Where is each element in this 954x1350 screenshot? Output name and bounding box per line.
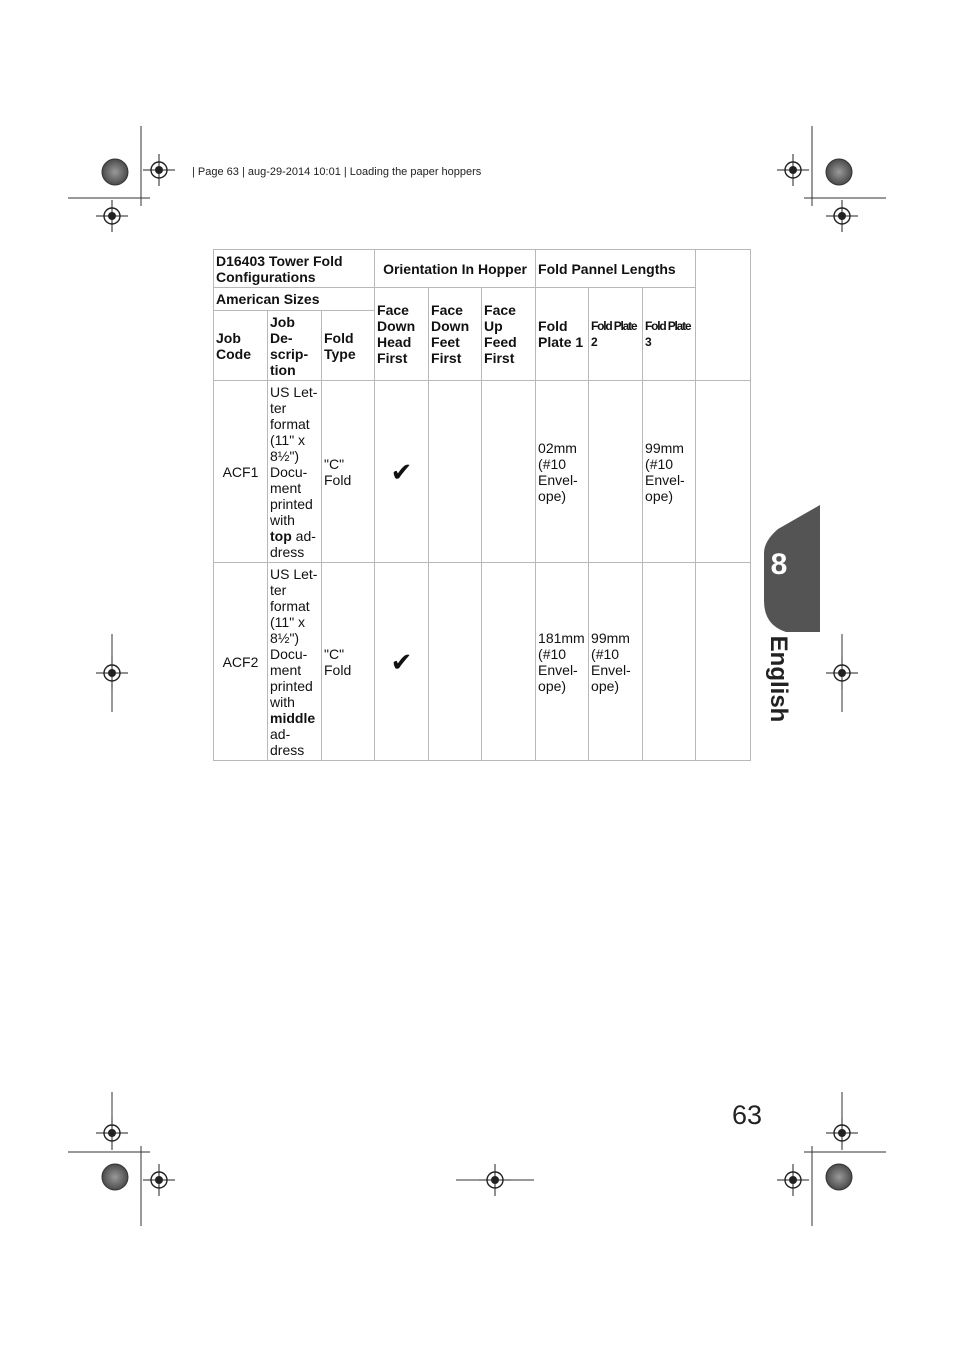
page-number: 63 bbox=[732, 1100, 763, 1130]
checkmark-icon: ✔ bbox=[390, 646, 413, 677]
fold-lengths-group-header: Fold Pannel Lengths bbox=[536, 250, 696, 288]
empty-header-cell bbox=[696, 250, 751, 381]
job-description-cell bbox=[268, 381, 322, 563]
face-up-feed-first-cell bbox=[482, 563, 536, 761]
running-header: | Page 63 | aug-29-2014 10:01 | Loading the paper hoppers bbox=[192, 166, 482, 178]
chapter-number: 8 bbox=[770, 548, 788, 581]
fold-plate-2-cell: 99mm (#10 Envel-ope) bbox=[589, 563, 643, 761]
fold-plate-1-header: Fold Plate 1 bbox=[536, 288, 589, 381]
job-code-cell: ACF2 bbox=[214, 563, 268, 761]
orientation-group-header: Orientation In Hopper bbox=[375, 250, 536, 288]
table-title: D16403 Tower Fold Configurations bbox=[214, 250, 375, 288]
face-down-feet-first-header: Face Down Feet First bbox=[429, 288, 482, 381]
fold-plate-1-cell: 02mm (#10 Envel-ope) bbox=[536, 381, 589, 563]
empty-cell bbox=[696, 381, 751, 563]
face-down-feet-first-cell bbox=[429, 563, 482, 761]
face-down-head-first-header: Face Down Head First bbox=[375, 288, 429, 381]
job-description-header: Job De-scrip-tion bbox=[268, 311, 322, 381]
job-code-cell: ACF1 bbox=[214, 381, 268, 563]
description-text: US Let-ter format (11" x 8½") Docu-ment printed with bbox=[270, 383, 318, 528]
fold-type-cell: "C" Fold bbox=[322, 563, 375, 761]
description-text: US Let-ter format (11" x 8½") Docu-ment printed with bbox=[270, 565, 318, 710]
description-emphasis: top bbox=[270, 527, 292, 544]
table-row bbox=[214, 381, 751, 563]
fold-plate-1-cell: 181mm (#10 Envel-ope) bbox=[536, 563, 589, 761]
description-emphasis: middle bbox=[270, 709, 316, 726]
description-text: ad-dress bbox=[270, 527, 316, 560]
fold-plate-3-cell: 99mm (#10 Envel-ope) bbox=[643, 381, 696, 563]
fold-plate-3-cell bbox=[643, 563, 696, 761]
fold-plate-3-header: Fold Plate 3 bbox=[643, 288, 696, 381]
face-down-feet-first-cell bbox=[429, 381, 482, 563]
fold-type-header: Fold Type bbox=[322, 311, 375, 381]
language-label: English bbox=[765, 635, 792, 723]
job-code-header: Job Code bbox=[214, 311, 268, 381]
description-text: ad-dress bbox=[270, 725, 305, 758]
empty-cell bbox=[696, 563, 751, 761]
face-up-feed-first-cell bbox=[482, 381, 536, 563]
fold-plate-2-cell bbox=[589, 381, 643, 563]
american-sizes-header: American Sizes bbox=[214, 288, 375, 311]
job-description-cell bbox=[268, 563, 322, 761]
table-row bbox=[214, 563, 751, 761]
fold-configurations-table bbox=[213, 249, 751, 761]
checkmark-icon: ✔ bbox=[390, 456, 413, 487]
fold-plate-2-header: Fold Plate 2 bbox=[589, 288, 643, 381]
fold-type-cell: "C" Fold bbox=[322, 381, 375, 563]
face-down-head-first-cell bbox=[375, 563, 429, 761]
face-up-feed-first-header: Face Up Feed First bbox=[482, 288, 536, 381]
face-down-head-first-cell bbox=[375, 381, 429, 563]
